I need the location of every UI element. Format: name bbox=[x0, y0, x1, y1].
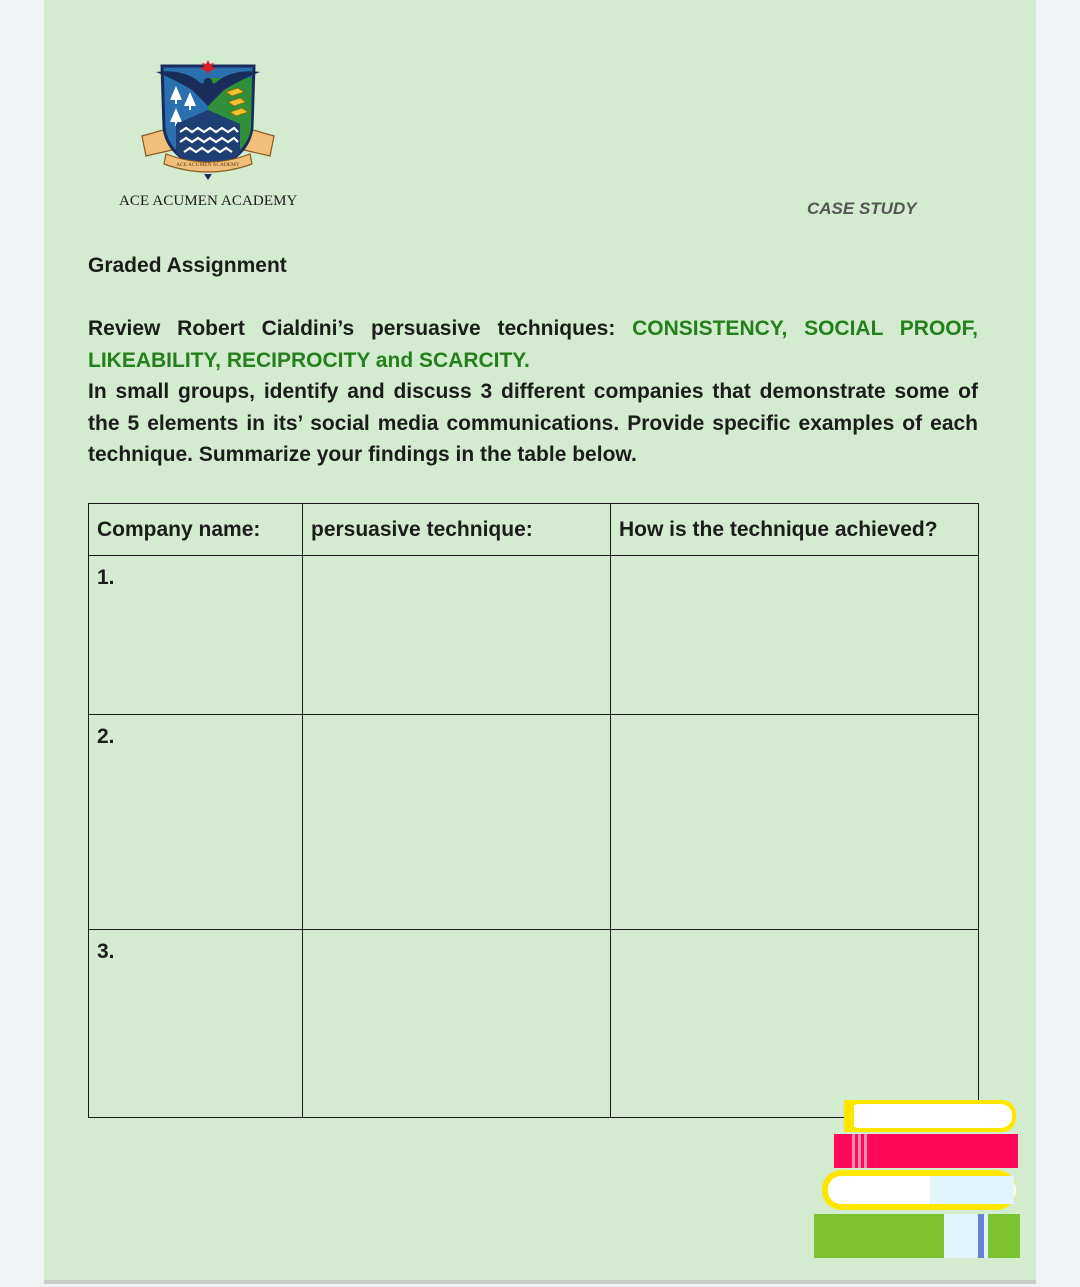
review-prefix: Review Robert Cialdini’s persuasive techniques: bbox=[88, 317, 616, 340]
company-cell[interactable]: 1. bbox=[89, 556, 303, 715]
column-header-technique: persuasive technique: bbox=[303, 504, 611, 556]
how-cell[interactable] bbox=[611, 930, 979, 1118]
table-header-row bbox=[89, 504, 979, 556]
review-paragraph bbox=[88, 313, 978, 376]
technique-cell[interactable] bbox=[303, 715, 611, 930]
document-page bbox=[44, 0, 1036, 1280]
crest-banner-text: ACE ACUMEN ACADEMY bbox=[176, 162, 240, 168]
document-type-label: CASE STUDY bbox=[807, 199, 917, 218]
table-row bbox=[89, 930, 979, 1118]
table-row bbox=[89, 715, 979, 930]
assignment-title: Graded Assignment bbox=[88, 254, 287, 277]
academy-crest-logo bbox=[140, 58, 276, 182]
table-row bbox=[89, 556, 979, 715]
technique-cell[interactable] bbox=[303, 556, 611, 715]
technique-cell[interactable] bbox=[303, 930, 611, 1118]
how-cell[interactable] bbox=[611, 715, 979, 930]
company-cell[interactable]: 2. bbox=[89, 715, 303, 930]
school-name: ACE ACUMEN ACADEMY bbox=[119, 193, 298, 209]
company-cell[interactable]: 3. bbox=[89, 930, 303, 1118]
column-header-company: Company name: bbox=[89, 504, 303, 556]
techniques-list: CONSISTENCY, SOCIAL PROOF, LIKEABILITY, RECIPROCITY and SCARCITY. bbox=[88, 317, 978, 372]
findings-table bbox=[88, 503, 979, 1118]
assignment-instructions bbox=[88, 313, 978, 471]
book-stack-icon bbox=[812, 1096, 1024, 1260]
how-cell[interactable] bbox=[611, 556, 979, 715]
column-header-how: How is the technique achieved? bbox=[611, 504, 979, 556]
page-shadow bbox=[44, 1280, 1036, 1284]
task-paragraph: In small groups, identify and discuss 3 different companies that demonstrate some of the 5 elements in its’ social media communications. Provide specific examples of each technique. Summarize your findings in the table below. bbox=[88, 380, 978, 466]
